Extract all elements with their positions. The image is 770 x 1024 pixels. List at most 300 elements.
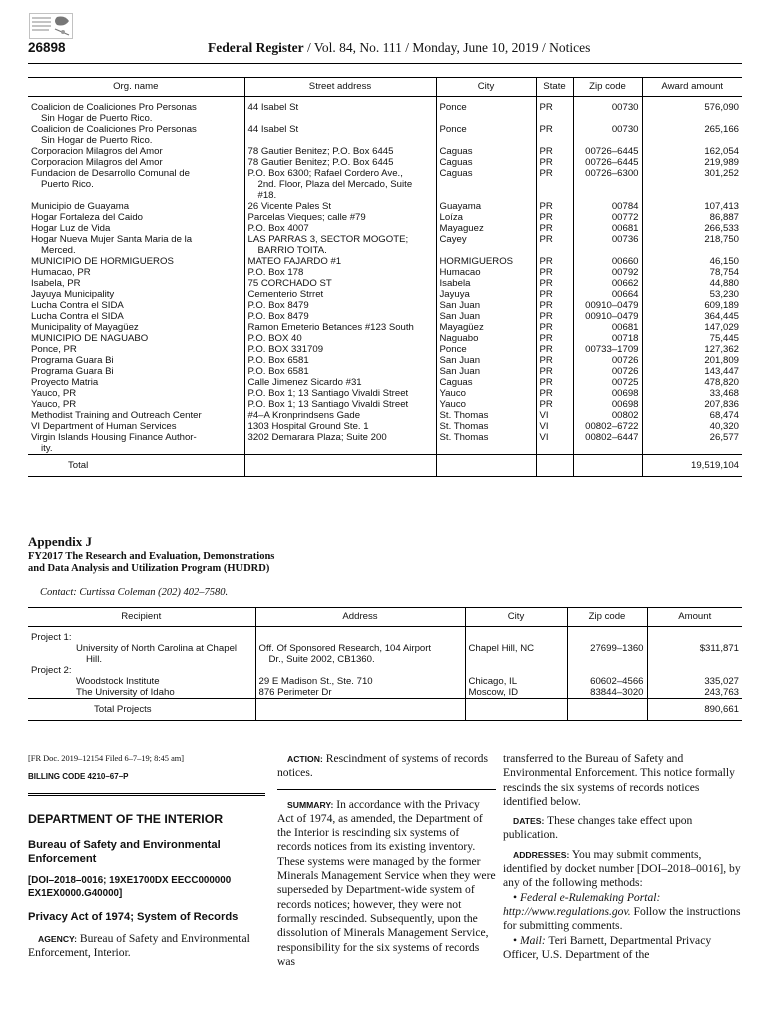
empty-cell [567, 665, 647, 676]
agency-label: AGENCY: [38, 933, 77, 944]
address-cell [244, 289, 436, 300]
column-header: Address [255, 608, 465, 627]
project-label-row [28, 665, 742, 676]
empty-cell [647, 627, 742, 644]
state-cell: PR [536, 333, 573, 344]
org-cell [28, 223, 244, 234]
empty-cell [255, 665, 465, 676]
state-cell: PR [536, 157, 573, 168]
cell-line: Coalicion de Coaliciones Pro Personas [31, 124, 197, 135]
zip-cell: 00726–6445 [573, 157, 642, 168]
state-cell: PR [536, 355, 573, 366]
table-row [28, 643, 742, 665]
address-cell [244, 201, 436, 212]
cell-line: #4–A Kronprindsens Gade [247, 410, 361, 421]
award-cell: 46,150 [709, 256, 739, 267]
state-cell: PR [536, 377, 573, 388]
cell-line: Corporacion Milagros del Amor [31, 146, 163, 157]
cell-line: P.O. Box 1; 13 Santiago Vivaldi Street [247, 388, 409, 399]
state-cell: PR [536, 399, 573, 410]
empty-cell [465, 665, 567, 676]
address-cell [244, 124, 436, 146]
cell-line: P.O. Box 8479 [247, 300, 309, 311]
cell-line: Municipio de Guayama [31, 201, 130, 212]
address-cell [244, 234, 436, 256]
appendix-heading: Appendix J [28, 534, 92, 549]
cell-line: 26 Vicente Pales St [247, 201, 332, 212]
cell-line: The University of Idaho [76, 687, 175, 698]
table-row [28, 289, 742, 300]
cell-line: Woodstock Institute [76, 676, 160, 687]
table-row [28, 676, 742, 687]
address-cell [244, 267, 436, 278]
cell-line: BARRIO TOITA. [257, 245, 327, 256]
cell-line: Yauco, PR [31, 399, 77, 410]
address-cell [244, 97, 436, 125]
cell-line: P.O. Box 4007 [247, 223, 309, 234]
city-cell: St. Thomas [436, 410, 536, 421]
summary-label: SUMMARY: [287, 799, 334, 810]
award-cell: 576,090 [704, 102, 739, 113]
city-cell: Ponce [436, 344, 536, 355]
table-row [28, 410, 742, 421]
cell-line: 78 Gautier Benitez; P.O. Box 6445 [247, 146, 394, 157]
cell-line: Lucha Contra el SIDA [31, 300, 124, 311]
address-cell [244, 311, 436, 322]
award-cell: 75,445 [709, 333, 739, 344]
cell-line: VI Department of Human Services [31, 421, 177, 432]
recipient-cell [28, 643, 255, 665]
table-row [28, 377, 742, 388]
city-cell: Cayey [436, 234, 536, 256]
cell-line: LAS PARRAS 3, SECTOR MOGOTE; [247, 234, 409, 245]
award-cell: 143,447 [704, 366, 739, 377]
column-header: Zip code [567, 608, 647, 627]
zip-cell: 27699–1360 [567, 643, 647, 665]
address-cell [244, 388, 436, 399]
addresses-paragraph [503, 848, 743, 891]
cell-line: P.O. BOX 40 [247, 333, 302, 344]
action-paragraph [277, 752, 496, 781]
org-cell [28, 289, 244, 300]
project-label: Project 1: [28, 627, 255, 644]
award-cell: 265,166 [704, 124, 739, 135]
cell-line: Virgin Islands Housing Finance Author- [31, 432, 197, 443]
bureau-heading: Bureau of Safety and Environmental Enforcement [28, 838, 221, 865]
table-row [28, 223, 742, 234]
table-row [28, 344, 742, 355]
city-cell: Moscow, ID [465, 687, 567, 699]
journal-name: Federal Register [208, 40, 304, 55]
award-cell: 219,989 [704, 157, 739, 168]
cell-line: 44 Isabel St [247, 102, 299, 113]
award-cell: 127,362 [704, 344, 739, 355]
recipient-cell [28, 687, 255, 699]
cell-line: Puerto Rico. [41, 179, 94, 190]
cell-line: 29 E Madison St., Ste. 710 [258, 676, 373, 687]
total-row [28, 455, 742, 477]
empty-cell [255, 699, 465, 721]
notice-title: Privacy Act of 1974; System of Records [28, 910, 239, 923]
cell-line: P.O. Box 1; 13 Santiago Vivaldi Street [247, 399, 409, 410]
award-cell: 201,809 [704, 355, 739, 366]
address-cell [244, 410, 436, 421]
department-heading: DEPARTMENT OF THE INTERIOR [28, 811, 224, 826]
cell-line: Programa Guara Bi [31, 355, 114, 366]
state-cell: PR [536, 234, 573, 256]
cell-line: Sin Hogar de Puerto Rico. [41, 113, 153, 124]
zip-cell: 00784 [573, 201, 642, 212]
city-cell: San Juan [436, 311, 536, 322]
cell-line: Sin Hogar de Puerto Rico. [41, 135, 153, 146]
action-label: ACTION: [287, 754, 323, 764]
org-cell [28, 377, 244, 388]
table-row [28, 300, 742, 311]
address-cell [244, 399, 436, 410]
cell-line: P.O. Box 6581 [247, 355, 309, 366]
state-cell: PR [536, 146, 573, 157]
table-row [28, 388, 742, 399]
double-rule [28, 793, 265, 796]
org-cell [28, 234, 244, 256]
appendix-subheading: FY2017 The Research and Evaluation, Demonstrations and Data Analysis and Utilization Program (HUDRD) [28, 551, 275, 574]
zip-cell: 00698 [573, 388, 642, 399]
table-row [28, 212, 742, 223]
org-cell [28, 300, 244, 311]
city-cell: Caguas [436, 377, 536, 388]
city-cell: Jayuya [436, 289, 536, 300]
cell-line: P.O. Box 178 [247, 267, 304, 278]
cell-line: Ramon Emeterio Betances #123 South [247, 322, 414, 333]
address-cell [244, 256, 436, 267]
state-cell: PR [536, 366, 573, 377]
page-header [28, 40, 742, 58]
zip-cell: 00664 [573, 289, 642, 300]
address-cell [244, 300, 436, 311]
cell-line: MUNICIPIO DE NAGUABO [31, 333, 149, 344]
award-cell: 33,468 [709, 388, 739, 399]
award-cell: 609,189 [704, 300, 739, 311]
city-cell: Isabela [436, 278, 536, 289]
total-value: 890,661 [647, 699, 742, 721]
zip-cell: 00725 [573, 377, 642, 388]
cell-line: Ponce, PR [31, 344, 77, 355]
zip-cell: 00772 [573, 212, 642, 223]
zip-cell: 00726–6300 [573, 168, 642, 201]
org-cell [28, 399, 244, 410]
total-label: Total [28, 455, 244, 477]
org-cell [28, 366, 244, 377]
bullet-2-text: Teri Barnett, Departmental Privacy Officer, U.S. Department of the [503, 933, 712, 961]
cell-line: Programa Guara Bi [31, 366, 114, 377]
table-row [28, 124, 742, 146]
zip-cell: 83844–3020 [567, 687, 647, 699]
table-row [28, 234, 742, 256]
org-cell [28, 322, 244, 333]
zip-cell: 00726 [573, 366, 642, 377]
table-row [28, 432, 742, 455]
address-cell [244, 223, 436, 234]
dates-paragraph [503, 814, 743, 843]
section-rule [277, 789, 496, 790]
bullet-1-emphasis: Federal e-Rulemaking Portal: http://www.regulations.gov. [503, 890, 661, 918]
org-cell [28, 388, 244, 399]
empty-cell [647, 665, 742, 676]
zip-cell: 00681 [573, 322, 642, 333]
cell-line: Dr., Suite 2002, CB1360. [268, 654, 375, 665]
address-cell [255, 687, 465, 699]
address-cell [244, 146, 436, 157]
award-cell: 266,533 [704, 223, 739, 234]
appendix-contact [40, 587, 228, 598]
cell-line: Corporacion Milagros del Amor [31, 157, 163, 168]
city-cell: St. Thomas [436, 432, 536, 455]
docket-heading: [DOI–2018–0016; 19XE1700DX EECC000000 EX1EX0000.G40000] [28, 874, 232, 899]
zip-cell: 00802–6447 [573, 432, 642, 455]
project-label: Project 2: [28, 665, 255, 676]
city-cell: Chapel Hill, NC [465, 643, 567, 665]
column-header: Award amount [642, 78, 742, 97]
state-cell: PR [536, 300, 573, 311]
city-cell: Mayaguez [436, 223, 536, 234]
column-3 [503, 752, 743, 962]
action-text: Rescindment of systems of records notices. [277, 752, 488, 780]
recipient-cell [28, 676, 255, 687]
state-cell: PR [536, 278, 573, 289]
address-cell [244, 157, 436, 168]
state-cell: PR [536, 212, 573, 223]
city-cell: Ponce [436, 97, 536, 125]
cell-line: Merced. [41, 245, 76, 256]
cell-line: Municipality of Mayagüez [31, 322, 139, 333]
org-cell [28, 421, 244, 432]
state-cell: VI [536, 432, 573, 455]
award-cell: 26,577 [709, 432, 739, 443]
cell-line: 1303 Hospital Ground Ste. 1 [247, 421, 369, 432]
project-label-row [28, 627, 742, 644]
org-cell [28, 333, 244, 344]
column-header: State [536, 78, 573, 97]
org-cell [28, 146, 244, 157]
empty-cell [255, 627, 465, 644]
issue-info: / Vol. 84, No. 111 / Monday, June 10, 2019 / Notices [303, 40, 591, 55]
cell-line: Fundacion de Desarrollo Comunal de [31, 168, 190, 179]
award-cell: 364,445 [704, 311, 739, 322]
city-cell: San Juan [436, 300, 536, 311]
address-cell [244, 355, 436, 366]
cell-line: P.O. Box 6300; Rafael Cordero Ave., [247, 168, 403, 179]
city-cell: HORMIGUEROS [436, 256, 536, 267]
award-cell: 53,230 [709, 289, 739, 300]
state-cell: VI [536, 421, 573, 432]
table-row [28, 256, 742, 267]
empty-cell [567, 699, 647, 721]
state-cell: PR [536, 289, 573, 300]
cell-line: ity. [41, 443, 53, 454]
city-cell: Yauco [436, 388, 536, 399]
org-cell [28, 432, 244, 455]
state-cell: PR [536, 256, 573, 267]
address-cell [244, 333, 436, 344]
org-cell [28, 344, 244, 355]
empty-cell [244, 455, 436, 477]
address-cell [244, 366, 436, 377]
city-cell: Caguas [436, 168, 536, 201]
award-cell: 207,836 [704, 399, 739, 410]
cell-line: P.O. Box 6581 [247, 366, 309, 377]
city-cell: Caguas [436, 157, 536, 168]
state-cell: PR [536, 168, 573, 201]
address-cell [244, 212, 436, 223]
billing-code: BILLING CODE 4210–67–P [28, 772, 129, 782]
table-row [28, 201, 742, 212]
address-cell [244, 421, 436, 432]
cell-line: Hogar Luz de Vida [31, 223, 111, 234]
award-cell: 107,413 [704, 201, 739, 212]
cell-line: Off. Of Sponsored Research, 104 Airport [258, 643, 432, 654]
table-row [28, 355, 742, 366]
addresses-label: ADDRESSES: [513, 849, 570, 860]
cell-line: Cementerio Strret [247, 289, 324, 300]
zip-cell: 00730 [573, 97, 642, 125]
city-cell: Guayama [436, 201, 536, 212]
empty-cell [573, 455, 642, 477]
table-row [28, 278, 742, 289]
org-cell [28, 256, 244, 267]
agency-paragraph [28, 932, 265, 961]
org-cell [28, 311, 244, 322]
city-cell: Ponce [436, 124, 536, 146]
gpo-authenticated-seal [29, 13, 73, 39]
continued-paragraph: transferred to the Bureau of Safety and Environmental Enforcement. This notice formally rescinds the six systems of records notices identified below. [503, 752, 735, 808]
zip-cell: 00718 [573, 333, 642, 344]
cell-line: 78 Gautier Benitez; P.O. Box 6445 [247, 157, 394, 168]
org-cell [28, 168, 244, 201]
contact-line: Contact: Curtissa Coleman (202) 402–7580. [40, 587, 229, 598]
amount-cell: 335,027 [704, 676, 739, 687]
state-cell: PR [536, 124, 573, 146]
zip-cell: 00730 [573, 124, 642, 146]
cell-line: MUNICIPIO DE HORMIGUEROS [31, 256, 174, 267]
zip-cell: 00662 [573, 278, 642, 289]
fr-doc-line: [FR Doc. 2019–12154 Filed 6–7–19; 8:45 am] [28, 754, 185, 763]
org-cell [28, 157, 244, 168]
table-row [28, 97, 742, 125]
state-cell: PR [536, 344, 573, 355]
state-cell: VI [536, 410, 573, 421]
award-cell: 68,474 [709, 410, 739, 421]
award-cell: 147,029 [704, 322, 739, 333]
zip-cell: 00681 [573, 223, 642, 234]
award-cell: 162,054 [704, 146, 739, 157]
table-row [28, 267, 742, 278]
org-cell [28, 97, 244, 125]
org-cell [28, 267, 244, 278]
cell-line: 2nd. Floor, Plaza del Mercado, Suite [257, 179, 413, 190]
header-rule [28, 63, 742, 64]
projects-table [28, 607, 742, 721]
table-row [28, 157, 742, 168]
column-header: Zip code [573, 78, 642, 97]
zip-cell: 00726–6445 [573, 146, 642, 157]
award-cell: 301,252 [704, 168, 739, 179]
empty-cell [567, 627, 647, 644]
city-cell: Yauco [436, 399, 536, 410]
city-cell: San Juan [436, 355, 536, 366]
cell-line: Lucha Contra el SIDA [31, 311, 124, 322]
agency-text: Bureau of Safety and Environmental Enforcement, Interior. [28, 931, 250, 960]
city-cell: Naguabo [436, 333, 536, 344]
zip-cell: 00910–0479 [573, 300, 642, 311]
city-cell: St. Thomas [436, 421, 536, 432]
bullet-2: • Mail: Teri Barnett, Departmental Privacy Officer, U.S. Department of the [503, 933, 712, 961]
cell-line: Humacao, PR [31, 267, 91, 278]
empty-cell [536, 455, 573, 477]
table-row [28, 322, 742, 333]
cell-line: Hogar Nueva Mujer Santa Maria de la [31, 234, 193, 245]
cell-line: #18. [257, 190, 277, 201]
state-cell: PR [536, 322, 573, 333]
empty-cell [465, 627, 567, 644]
city-cell: Mayagüez [436, 322, 536, 333]
org-cell [28, 355, 244, 366]
cell-line: 876 Perimeter Dr [258, 687, 332, 698]
table-row [28, 311, 742, 322]
cell-line: 44 Isabel St [247, 124, 299, 135]
empty-cell [465, 699, 567, 721]
city-cell: Chicago, IL [465, 676, 567, 687]
column-header: City [436, 78, 536, 97]
zip-cell: 00733–1709 [573, 344, 642, 355]
cell-line: University of North Carolina at Chapel [76, 643, 238, 654]
zip-cell: 60602–4566 [567, 676, 647, 687]
state-cell: PR [536, 201, 573, 212]
zip-cell: 00736 [573, 234, 642, 256]
table-row [28, 687, 742, 699]
address-cell [244, 168, 436, 201]
bullet-1-text: Follow the instructions for submitting comments. [503, 904, 741, 933]
org-cell [28, 201, 244, 212]
award-cell: 40,320 [709, 421, 739, 432]
award-cell: 218,750 [704, 234, 739, 245]
column-header: Recipient [28, 608, 255, 627]
page-number: 26898 [28, 40, 66, 55]
table-row [28, 146, 742, 157]
award-cell: 478,820 [704, 377, 739, 388]
bullet-1: • Federal e-Rulemaking Portal: http://www.regulations.gov. Follow the instructions for submitting comments. [503, 890, 741, 933]
address-cell [255, 643, 465, 665]
cell-line: Coalicion de Coaliciones Pro Personas [31, 102, 197, 113]
address-cell [244, 377, 436, 388]
zip-cell: 00792 [573, 267, 642, 278]
addresses-text: You may submit comments, identified by docket number [DOI–2018–0016], by any of the following methods: [503, 847, 741, 890]
city-cell: San Juan [436, 366, 536, 377]
cell-line: Jayuya Municipality [31, 289, 115, 300]
running-head [208, 40, 590, 56]
empty-cell [436, 455, 536, 477]
summary-text: In accordance with the Privacy Act of 1974, as amended, the Department of the Interior is rescinding six systems of records notices from its existing inventory. These systems were managed by the former Minerals Management Service when they were superseded by Department-wide system of records notices; however, they were not formally rescinded. Subsequently, upon the dissolution of Minerals Management Service, responsibility for the six systems of records was [277, 797, 496, 968]
address-cell [244, 278, 436, 289]
total-label: Total Projects [28, 699, 255, 721]
table-row [28, 366, 742, 377]
zip-cell: 00910–0479 [573, 311, 642, 322]
amount-cell: $311,871 [699, 643, 739, 654]
dates-label: DATES: [513, 816, 545, 827]
cell-line: Parcelas Vieques; calle #79 [247, 212, 366, 223]
table-row [28, 421, 742, 432]
zip-cell: 00660 [573, 256, 642, 267]
cell-line: Hogar Fortaleza del Caido [31, 212, 143, 223]
